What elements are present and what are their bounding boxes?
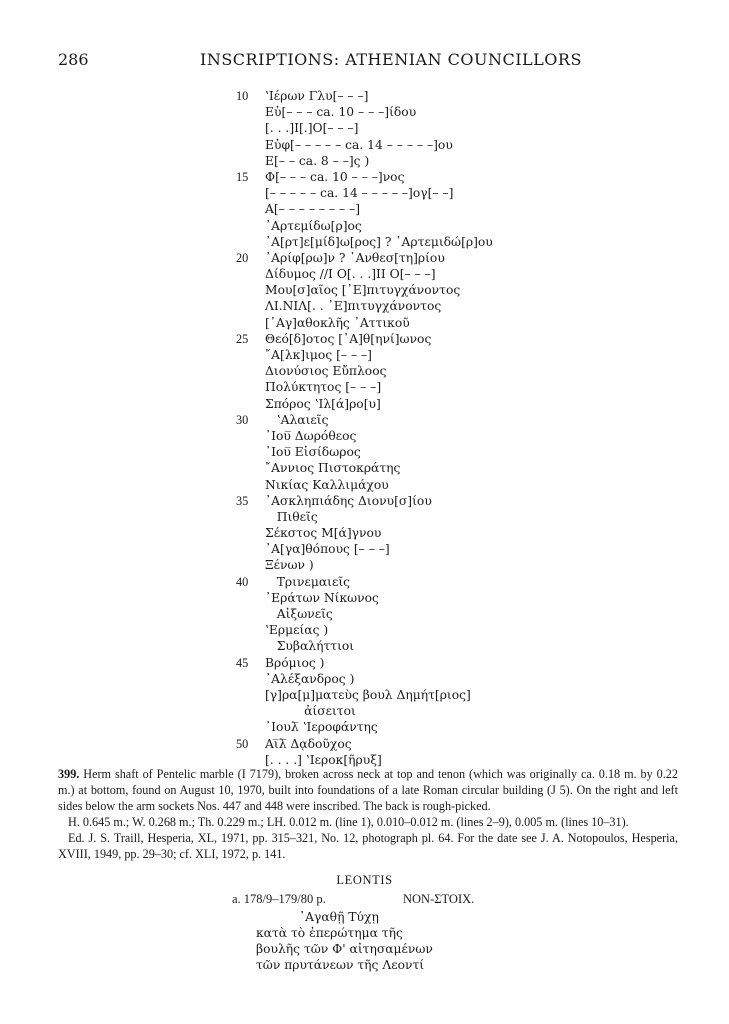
inscription-line [236, 266, 536, 282]
line-number: 10 [236, 89, 249, 103]
preamble-line: κατὰ τὸ ἐπερώτημα τῆς [256, 926, 403, 940]
inscription-line [236, 590, 536, 606]
commentary [58, 766, 678, 862]
line-text: Δίδυμος //Ι Ο[. . .]ΙΙ Ο[– – –] [265, 267, 436, 282]
inscription-line [236, 379, 536, 395]
line-text: Ε[– – ca. 8 – –]ς ) [265, 153, 370, 168]
line-text: ᾿Εράτων Νίκωνος [265, 590, 379, 605]
inscription-line [236, 347, 536, 363]
line-text: [. . .]Ι[.]Ο[– – –] [265, 121, 359, 136]
preamble-text [256, 909, 433, 973]
inscription-line [236, 493, 536, 509]
line-text: Νικίας Καλλιμάχου [265, 477, 389, 492]
line-text: ΛΙ.ΝΙΛ[. . ᾿Ε]πιτυγχάνοντος [265, 299, 442, 314]
description-text: Herm shaft of Pentelic marble (I 7179), broken across neck at top and tenon (which was originally ca. 0.18 m. by 0.22 m.) at bottom, found on August 10, 1970, built into foundations of a late Roman circular building (J 5). On the right and left sides below the arm sockets Nos. 447 and 448 were inscribed. The back is rough-picked. [58, 767, 678, 813]
line-text: ᾿Ιου̅ Δωρόθεος [265, 428, 357, 443]
inscription-line [236, 234, 536, 250]
inscription-line [236, 169, 536, 185]
inscription-line [236, 120, 536, 136]
line-text: [– – – – – ca. 14 – – – – –]ογ[– –] [265, 186, 454, 201]
line-text: Ξένων ) [265, 558, 314, 573]
line-text: Εὐφ[– – – – – ca. 14 – – – – –]ου [265, 137, 453, 152]
line-text: ᾿Α[ρτ]ε[μίδ]ω[ρος] ? ᾿Αρτεμιδώ[ρ]ου [265, 234, 493, 249]
line-text: ῎Α[λκ]ιμος [– – –] [265, 348, 372, 362]
dimensions-paragraph: H. 0.645 m.; W. 0.268 m.; Th. 0.229 m.; LH. 0.012 m. (line 1), 0.010–0.012 m. (lines 2–9), 0.005 m. (lines 10–31). [68, 815, 629, 829]
running-title: INSCRIPTIONS: ATHENIAN COUNCILLORS [200, 50, 582, 69]
inscription-line [236, 331, 536, 347]
line-text: Πολύκτητος [– – –] [265, 380, 382, 395]
line-text: Θεό[δ]οτος [᾿Α]θ[ηνί]ωνος [265, 331, 432, 346]
edition-paragraph: Ed. J. S. Traill, Hesperia, XL, 1971, pp. 315–321, No. 12, photograph pl. 64. For the date see J. A. Notopoulos, Hesperia, XVIII, 1949, pp. 29–30; cf. XLI, 1972, p. 141. [58, 831, 678, 861]
inscription-line [236, 622, 536, 638]
line-text: Αι̅λ̅ Δᾳδοῦχος [265, 736, 352, 751]
inscription-line [236, 557, 536, 573]
preamble-line: ᾿Αγαθῇ Τύχῃ [256, 910, 379, 924]
inscription-line [236, 703, 536, 719]
line-number: 35 [236, 493, 249, 508]
inscription-line [236, 315, 536, 331]
inscription-line [236, 282, 536, 298]
inscription-line [236, 477, 536, 493]
line-text: Φ[– – – ca. 10 – – –]νος [265, 169, 405, 184]
line-number: 30 [236, 412, 249, 427]
line-text: [᾿Αγ]αθοκλῆς ᾿Αττικοῦ [265, 315, 410, 330]
line-text: Σέκστος Μ[ά]γνου [265, 526, 382, 541]
line-text: [. . . .] ʽΙεροκ[ῆρυξ] [265, 752, 382, 767]
inscription-line [236, 218, 536, 234]
inscription-line [236, 412, 536, 428]
inscription-line [236, 444, 536, 460]
inscription-line [236, 638, 536, 654]
preamble-line: βουλῆς τῶν Φ' αἰτησαμένων [256, 942, 433, 956]
preamble-line: τῶν πρυτάνεων τῆς Λεοντί [256, 958, 425, 972]
line-text: ᾿Ιουλ̅ ʽΙεροφάντης [265, 720, 378, 735]
line-number: 40 [236, 574, 249, 589]
line-text: Βρόμιος ) [265, 655, 325, 670]
inscription-line [236, 509, 536, 525]
date-line: a. 178/9–179/80 p. [232, 892, 326, 906]
line-text: ʽΑλαιεῖς [265, 412, 329, 427]
line-text: ᾿Αρτεμίδω[ρ]ος [265, 218, 362, 233]
line-number: 20 [236, 250, 249, 265]
description-paragraph [58, 766, 678, 814]
page-header [58, 50, 688, 72]
line-text: ᾿Ασκληπιάδης Διονυ[σ]ίου [265, 493, 432, 508]
inscription-line [236, 428, 536, 444]
line-text: Σπόρος ʽΙλ[ά]ρο[υ] [265, 396, 381, 411]
line-text: ʽΕρμείας ) [265, 623, 329, 638]
inscription-line [236, 460, 536, 476]
inscription-line [236, 298, 536, 314]
inscription-line [236, 541, 536, 557]
line-number: 25 [236, 331, 249, 346]
line-text: Συβαλήττιοι [265, 639, 355, 654]
line-text: Εὐ[– – – ca. 10 – – –]ίδου [265, 105, 417, 120]
tribe-heading: LEONTIS [336, 873, 393, 887]
page-number: 286 [58, 50, 89, 69]
line-text: ᾿Ιου̅ Εἰσίδωρος [265, 445, 361, 460]
inscription-line [236, 606, 536, 622]
inscription-line [236, 736, 536, 752]
inscription-line [236, 250, 536, 266]
line-text: Τρινεμαιεῖς [265, 574, 351, 589]
inscription-line [236, 104, 536, 120]
line-text: ᾿Αλέξανδρος ) [265, 671, 355, 686]
line-number: 45 [236, 655, 249, 670]
inscription-line [236, 185, 536, 201]
line-text: ʽΙέρων Γλυ[– – –] [265, 89, 369, 103]
inscription-line [236, 363, 536, 379]
inscription-line [236, 719, 536, 735]
inscription-line [236, 687, 536, 703]
inscription-line [236, 396, 536, 412]
inscription-line [236, 137, 536, 153]
line-text: ῎Αννιος Πιστοκράτης [265, 461, 401, 476]
line-number: 50 [236, 736, 249, 751]
line-text: Πιθεῖς [265, 509, 318, 524]
line-text: Διονύσιος Εὔπλοος [265, 364, 387, 379]
inscription-line [236, 671, 536, 687]
entry-number: 399. [58, 767, 80, 781]
line-text: ᾿Α[γα]θόπους [– – –] [265, 542, 390, 557]
inscription-line [236, 201, 536, 217]
inscription-text [236, 88, 536, 768]
stoichedon-note: NON-ΣΤΟΙΧ. [403, 892, 475, 906]
line-text: ᾿Αρίφ[ρω]ν ? ᾿Ανθεσ[τη]ρίου [265, 250, 445, 265]
inscription-line [236, 655, 536, 671]
inscription-line [236, 153, 536, 169]
line-number: 15 [236, 169, 249, 184]
inscription-line [236, 574, 536, 590]
line-text: ἀίσειτοι [265, 704, 356, 719]
line-text: Μου[σ]αῖος [᾿Ε]πιτυγχάνοντος [265, 283, 461, 298]
inscription-line [236, 525, 536, 541]
line-text: Α[– – – – – – – –] [265, 202, 361, 217]
inscription-line [236, 88, 536, 104]
line-text: Αἰξωνεῖς [265, 607, 333, 621]
line-text: [γ]ρα[μ]ματεὺς βουλ Δημήτ[ριος] [265, 687, 471, 702]
